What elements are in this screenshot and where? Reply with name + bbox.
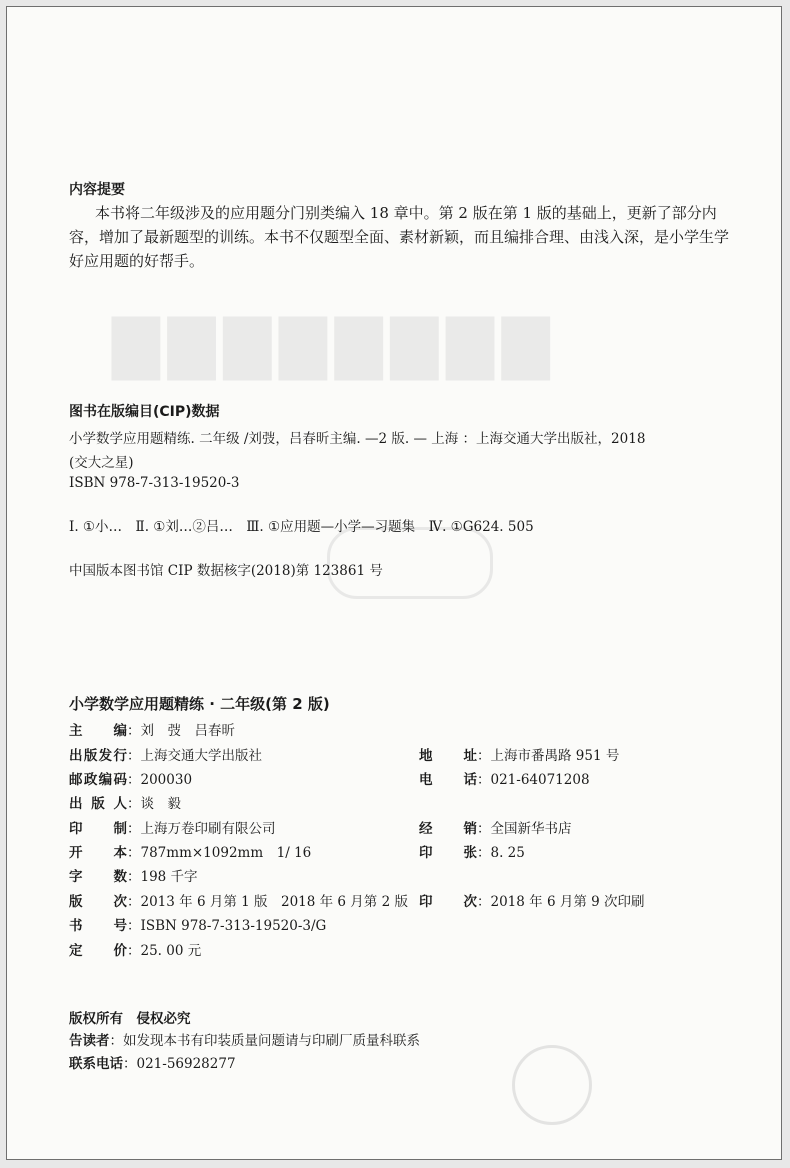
meta-postcode-value: ：200030 — [127, 772, 193, 788]
reader-notice — [69, 1029, 420, 1049]
meta-distributor-label: 经 销 — [419, 821, 477, 837]
meta-words — [69, 865, 198, 885]
meta-issuer-label: 出 版 人 — [69, 796, 127, 812]
summary-paragraph — [69, 201, 729, 273]
meta-editor-label: 主 编 — [69, 723, 127, 739]
contact-phone — [69, 1052, 236, 1072]
meta-editor-value: ：刘 弢 吕春昕 — [127, 723, 235, 739]
meta-address-label: 地 址 — [419, 748, 477, 764]
meta-phone — [419, 768, 590, 788]
reader-notice-label: 告读者 — [69, 1033, 110, 1049]
cip-series: (交大之星) — [69, 455, 134, 471]
cip-classification: Ⅰ. ①小… Ⅱ. ①刘…②吕… Ⅲ. ①应用题—小学—习题集 Ⅳ. ①G624. 505 — [69, 519, 534, 535]
bleed-through-publisher-seal — [512, 1045, 592, 1125]
meta-edition — [69, 890, 408, 910]
cip-isbn: ISBN 978-7-313-19520-3 — [69, 475, 240, 491]
meta-printing-label: 印 次 — [419, 894, 477, 910]
meta-address-value: ：上海市番禺路 951 号 — [477, 748, 620, 764]
copyright-page — [6, 6, 782, 1160]
meta-distributor — [419, 817, 572, 837]
meta-distributor-value: ：全国新华书店 — [477, 821, 572, 837]
meta-printing-value: ：2018 年 6 月第 9 次印刷 — [477, 894, 645, 910]
meta-publisher-label: 出版发行 — [69, 748, 127, 764]
cip-approval-number: 中国版本图书馆 CIP 数据核字(2018)第 123861 号 — [69, 563, 383, 579]
meta-edition-label: 版 次 — [69, 894, 127, 910]
meta-postcode-label: 邮政编码 — [69, 772, 127, 788]
book-title: 小学数学应用题精练 · 二年级(第 2 版) — [69, 695, 330, 713]
meta-sheets — [419, 841, 525, 861]
meta-booknum-label: 书 号 — [69, 918, 127, 934]
meta-edition-value: ：2013 年 6 月第 1 版 2018 年 6 月第 2 版 — [127, 894, 408, 910]
meta-postcode — [69, 768, 192, 788]
meta-printing — [419, 890, 645, 910]
summary-line-3: 好应用题的好帮手。 — [69, 252, 205, 270]
meta-issuer — [69, 792, 181, 812]
meta-price-label: 定 价 — [69, 943, 127, 959]
meta-printer — [69, 817, 276, 837]
meta-sheets-label: 印 张 — [419, 845, 477, 861]
meta-printer-value: ：上海万卷印刷有限公司 — [127, 821, 276, 837]
bleed-through-title: ▇▇▇▇▇▇▇▇ — [112, 307, 558, 380]
copyright-notice: 版权所有 侵权必究 — [69, 1011, 191, 1027]
contact-phone-value: ：021-56928277 — [123, 1056, 236, 1072]
meta-phone-label: 电 话 — [419, 772, 477, 788]
meta-price-value: ：25. 00 元 — [127, 943, 202, 959]
meta-phone-value: ：021-64071208 — [477, 772, 590, 788]
cip-record-line: 小学数学应用题精练. 二年级 /刘弢，吕春昕主编. —2 版. — 上海 ：上海交通大学出版社，2018 — [69, 431, 646, 447]
contact-phone-label: 联系电话 — [69, 1056, 123, 1072]
summary-line-2: 容，增加了最新题型的训练。本书不仅题型全面、素材新颖，而且编排合理、由浅入深，是小学生学 — [69, 228, 730, 246]
meta-words-label: 字 数 — [69, 869, 127, 885]
meta-format-label: 开 本 — [69, 845, 127, 861]
meta-booknum — [69, 914, 326, 934]
meta-issuer-value: ：谈 毅 — [127, 796, 181, 812]
meta-publisher — [69, 744, 262, 764]
meta-format-value: ：787mm×1092mm 1/ 16 — [127, 845, 312, 861]
meta-words-value: ：198 千字 — [127, 869, 198, 885]
meta-format — [69, 841, 311, 861]
cip-heading: 图书在版编目(CIP)数据 — [69, 404, 220, 420]
meta-editor — [69, 719, 235, 739]
summary-heading: 内容提要 — [69, 182, 125, 198]
meta-sheets-value: ：8. 25 — [477, 845, 525, 861]
summary-line-1: 本书将二年级涉及的应用题分门别类编入 18 章中。第 2 版在第 1 版的基础上，更新了部分内 — [95, 204, 717, 222]
meta-price — [69, 939, 201, 959]
reader-notice-value: ：如发现本书有印装质量问题请与印刷厂质量科联系 — [109, 1033, 420, 1049]
meta-printer-label: 印 制 — [69, 821, 127, 837]
meta-address — [419, 744, 619, 764]
meta-publisher-value: ：上海交通大学出版社 — [127, 748, 262, 764]
meta-booknum-value: ：ISBN 978-7-313-19520-3/G — [127, 918, 327, 934]
